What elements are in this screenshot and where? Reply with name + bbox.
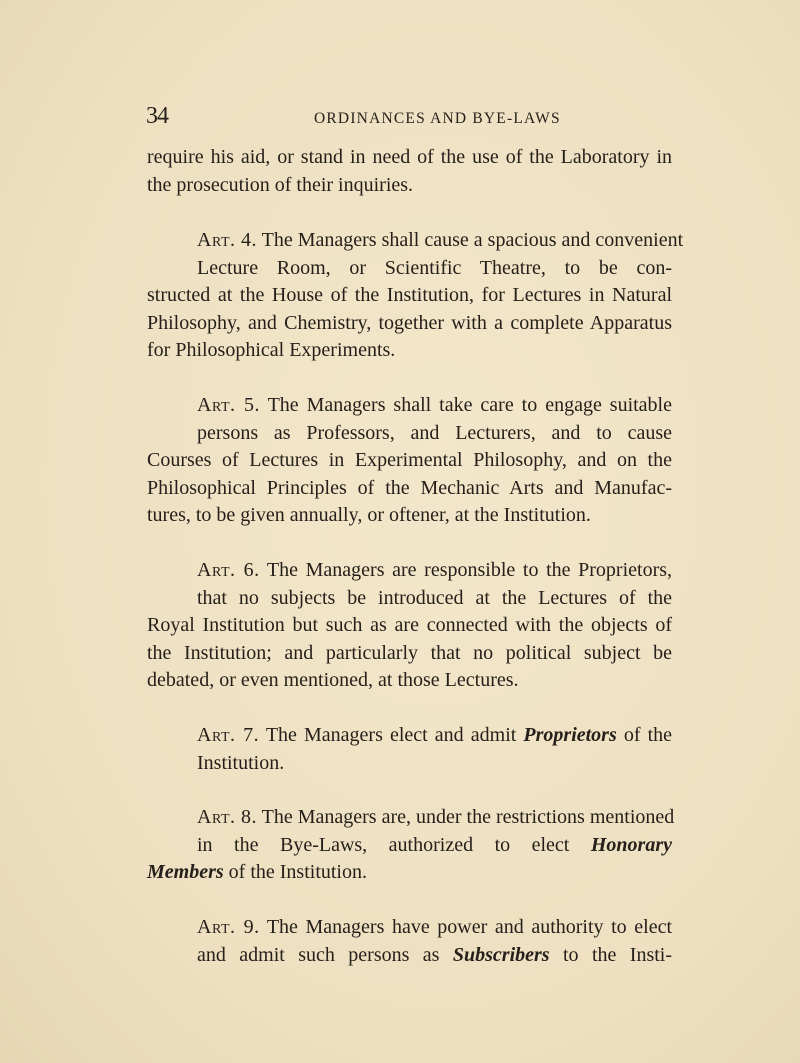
text-line — [147, 914, 672, 942]
article-text: The Managers shall cause a spacious and convenient — [261, 229, 684, 251]
article-8 — [147, 804, 675, 887]
text-line: Courses of Lectures in Experimental Philosophy, and on the — [147, 449, 672, 471]
text-line: Lecture Room, or Scientific Theatre, to be con- — [197, 256, 672, 279]
article-4 — [147, 227, 684, 365]
article-text: The Managers are, under the restrictions mentioned — [261, 806, 675, 828]
text-line — [147, 722, 672, 750]
article-text: The Managers have power and authority to elect — [266, 916, 673, 938]
article-5 — [147, 392, 672, 530]
article-text: The Managers elect and admit — [265, 724, 517, 746]
article-text: in the Bye-Laws, authorized to elect — [197, 833, 570, 856]
article-text: The Managers shall take care to engage suitable — [267, 394, 672, 416]
text-line — [147, 557, 672, 585]
article-label: Art. 8. — [197, 806, 257, 828]
text-line — [147, 392, 672, 420]
text-line: persons as Professors, and Lecturers, and to cause — [197, 421, 672, 444]
article-label: Art. 7. — [197, 724, 260, 746]
article-text: of the — [623, 724, 673, 746]
text-line: Royal Institution but such as are connected with the objects of — [147, 614, 672, 636]
page-number: 34 — [146, 103, 168, 129]
text-line: tures, to be given annually, or oftener, at the Institution. — [147, 504, 591, 526]
text-line: Philosophy, and Chemistry, together with a complete Apparatus — [147, 311, 672, 334]
article-text: of the Institution. — [228, 861, 367, 883]
running-head: ORDINANCES AND BYE-LAWS — [314, 110, 561, 127]
text-line: Philosophical Principles of the Mechanic Arts and Manufac- — [147, 476, 672, 499]
text-line — [147, 804, 675, 832]
text-line: that no subjects be introduced at the Lectures of the — [197, 586, 672, 609]
text-line: the Institution; and particularly that no political subject be — [147, 641, 672, 664]
article-text: to the Insti- — [562, 943, 672, 966]
text-line: require his aid, or stand in need of the use of the Laboratory in — [147, 146, 672, 168]
emphasis-subscribers: Subscribers — [452, 943, 550, 966]
article-6 — [147, 557, 672, 695]
text-line: the prosecution of their inquiries. — [147, 173, 414, 196]
article-label: Art. 4. — [197, 229, 257, 251]
text-line — [147, 859, 672, 887]
text-line: structed at the House of the Institution, for Lectures in Natural — [147, 284, 672, 306]
text-line: debated, or even mentioned, at those Lectures. — [147, 669, 519, 691]
article-9 — [147, 914, 672, 969]
emphasis-members: Members — [147, 861, 224, 883]
page-header — [0, 103, 800, 133]
text-line — [147, 227, 684, 255]
paragraph-continuation — [147, 144, 672, 199]
text-line — [147, 942, 672, 970]
emphasis-honorary: Honorary — [590, 833, 672, 856]
article-label: Art. 5. — [197, 394, 260, 416]
text-line — [147, 832, 672, 860]
article-7 — [147, 722, 672, 777]
emphasis-proprietors: Proprietors — [523, 724, 617, 746]
text-line: Institution. — [197, 751, 285, 774]
article-label: Art. 6. — [197, 559, 260, 581]
article-label: Art. 9. — [197, 916, 260, 938]
article-text: and admit such persons as — [197, 943, 440, 966]
article-text: The Managers are responsible to the Proprietors, — [266, 559, 673, 581]
text-line: for Philosophical Experiments. — [147, 339, 396, 361]
